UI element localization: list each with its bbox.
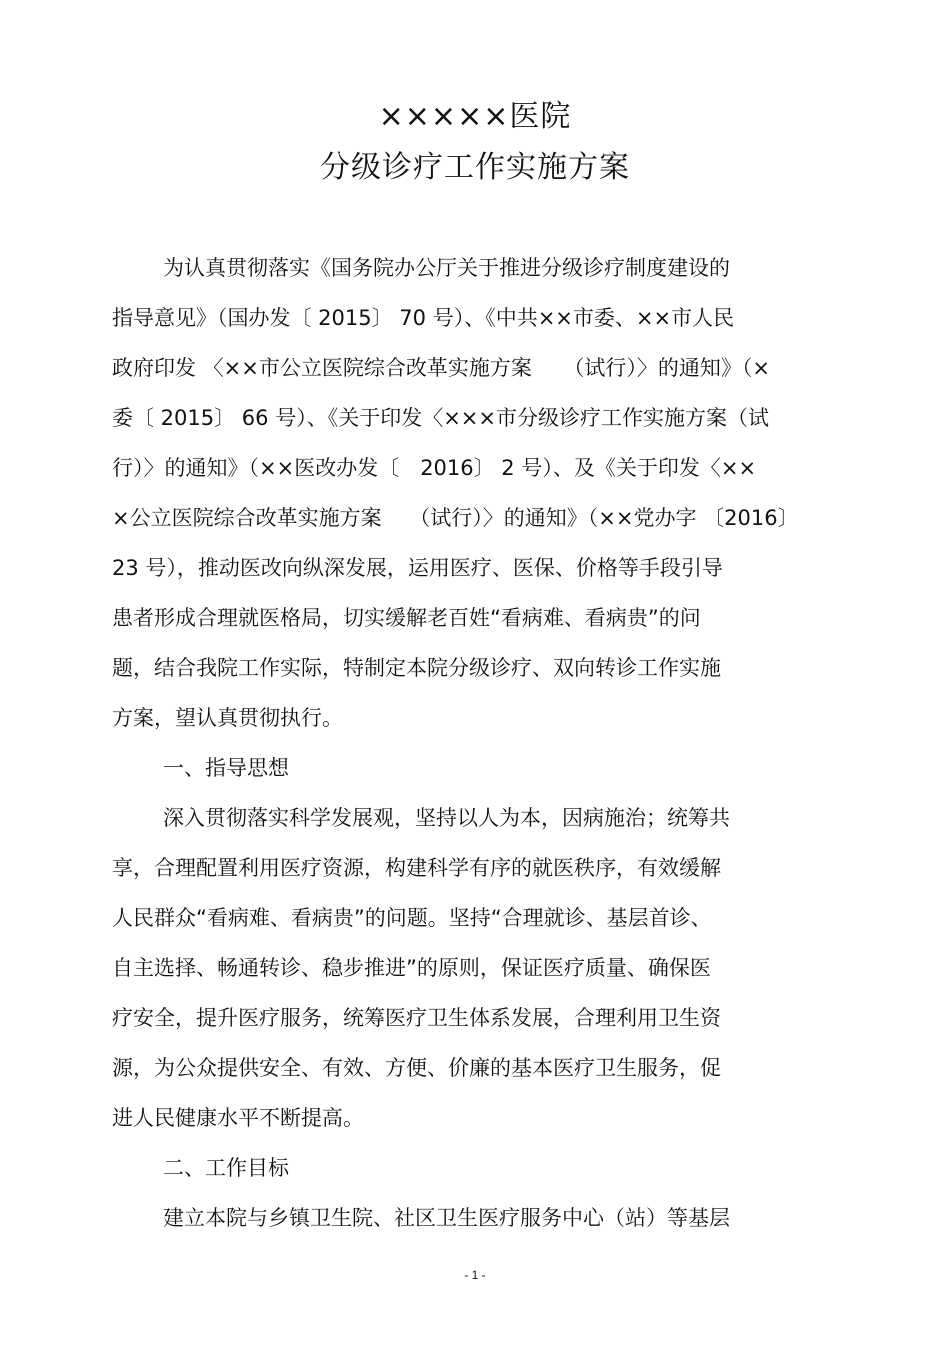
section-heading-work-goals: 二、工作目标 xyxy=(163,1156,289,1180)
paragraph-line: 题，结合我院工作实际，特制定本院分级诊疗、双向转诊工作实施 xyxy=(112,656,721,680)
paragraph-line: ×公立医院综合改革实施方案 （试行）〉的通知》（××党办字 〔2016〕 xyxy=(112,506,799,530)
paragraph-line: 自主选择、畅通转诊、稳步推进”的原则，保证医疗质量、确保医 xyxy=(112,956,711,980)
paragraph-line: 建立本院与乡镇卫生院、社区卫生医疗服务中心（站）等基层 xyxy=(163,1206,730,1230)
page-number: - 1 - xyxy=(464,1268,486,1282)
paragraph-line: 患者形成合理就医格局，切实缓解老百姓“看病难、看病贵”的问 xyxy=(112,606,701,630)
paragraph-line: 指导意见》（国办发〔 2015〕 70 号）、《中共××市委、××市人民 xyxy=(112,306,735,330)
paragraph-line: 源，为公众提供安全、有效、方便、价廉的基本医疗卫生服务，促 xyxy=(112,1056,721,1080)
paragraph-line: 23 号），推动医改向纵深发展，运用医疗、医保、价格等手段引导 xyxy=(112,556,723,580)
paragraph-line: 委〔 2015〕 66 号）、《关于印发〈×××市分级诊疗工作实施方案（试 xyxy=(112,406,769,430)
paragraph-line: 享，合理配置利用医疗资源，构建科学有序的就医秩序，有效缓解 xyxy=(112,856,721,880)
section-heading-guiding-thought: 一、指导思想 xyxy=(163,756,289,780)
paragraph-line: 进人民健康水平不断提高。 xyxy=(112,1106,364,1130)
document-title-plan: 分级诊疗工作实施方案 xyxy=(320,150,630,185)
document-title-hospital: ×××××医院 xyxy=(378,99,572,134)
paragraph-line: 行）〉的通知》（××医改办发〔 2016〕 2 号）、及《关于印发〈×× xyxy=(112,456,757,480)
paragraph-line: 为认真贯彻落实《国务院办公厅关于推进分级诊疗制度建设的 xyxy=(163,256,730,280)
paragraph-line: 深入贯彻落实科学发展观，坚持以人为本，因病施治；统筹共 xyxy=(163,806,730,830)
paragraph-line: 疗安全，提升医疗服务，统筹医疗卫生体系发展，合理利用卫生资 xyxy=(112,1006,721,1030)
paragraph-line: 人民群众“看病难、看病贵”的问题。坚持“合理就诊、基层首诊、 xyxy=(112,906,712,930)
paragraph-line: 政府印发 〈××市公立医院综合改革实施方案 （试行）〉的通知》（× xyxy=(112,356,770,380)
paragraph-line: 方案，望认真贯彻执行。 xyxy=(112,706,343,730)
